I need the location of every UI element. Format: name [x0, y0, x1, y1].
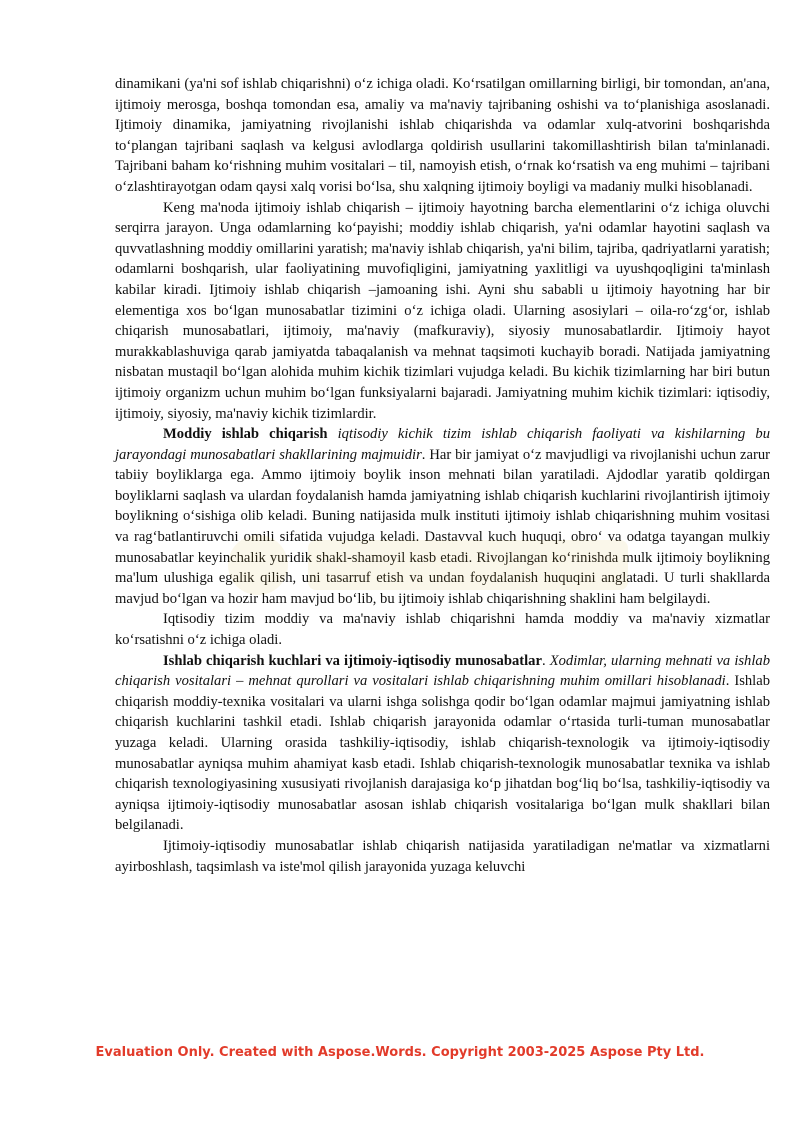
paragraph-1: dinamikani (ya'ni sof ishlab chiqarishni) o‘z ichiga oladi. Ko‘rsatilgan omillarning birligi, bir tomondan, an'ana, ijtimoiy merosga, boshqa tomondan esa, amaliy va ma'naviy tajribaning oshishi va to‘planishiga asoslanadi. Ijtimoiy dinamika, jamiyatning rivojlanishi ishlab chiqarishda va odamlar xulq-atvorini boshqarishda to‘plangan tajribani saqlash va kelgusi avlodlarga qoldirish usullarini takomillashtirish bilan ta'minlanadi. Tajribani baham ko‘rishning muhim vositalari – til, namoyish etish, o‘rnak ko‘rsatish va eng muhimi – tajribani o‘zlashtirayotgan odam qaysi xalq vorisi bo‘lsa, shu xalqning ijtimoiy boyligi va madaniy mulki hisoblanadi. — [115, 76, 770, 195]
evaluation-footer: Evaluation Only. Created with Aspose.Words. Copyright 2003-2025 Aspose Pty Ltd. — [95, 1045, 705, 1060]
heading-ishlab-chiqarish-kuchlari: Ishlab chiqarish kuchlari va ijtimoiy-iqtisodiy munosabatlar — [163, 652, 542, 669]
term-moddiy-ishlab-chiqarish: Moddiy ishlab chiqarish — [163, 426, 328, 443]
definition-italic: iqtisodiy kichik tizim ishlab chiqarish faoliyati va kishilarning bu jarayondagi munosabatlari shakllarining majmuidir — [115, 426, 770, 463]
paragraph-5 — [115, 651, 770, 836]
heading-dot: . — [541, 652, 550, 669]
paragraph-6: Ijtimoiy-iqtisodiy munosabatlar ishlab chiqarish natijasida yaratiladigan ne'matlar va xizmatlarni ayirboshlash, taqsimlash va iste'mol qilish jarayonida yuzaga keluvchi — [115, 837, 770, 875]
definition-italic-2: Xodimlar, ularning mehnati va ishlab chiqarish vositalari – mehnat qurollari va vositalari ishlab chiqarishning muhim omillari hisoblanadi — [115, 652, 770, 690]
document-body — [115, 74, 770, 877]
paragraph-4: Iqtisodiy tizim moddiy va ma'naviy ishlab chiqarishni hamda moddiy va ma'naviy xizmatlar ko‘rsatishni o‘z ichiga oladi. — [115, 611, 770, 649]
paragraph-3 — [115, 424, 770, 609]
paragraph-3-text: . Har bir jamiyat o‘z mavjudligi va rivojlanishi uchun zarur tabiiy boyliklarga ega. Ammo ijtimoiy boylik inson mehnati bilan yaratiladi. Ajdodlar yaratib qoldirgan boyliklarni saqlash va ulardan foydalanish hamda jamiyatning ishlab chiqarish kuchlarini rivojlantirish ijtimoiy boylikning o‘sishiga olib keladi. Buning natijasida mulk instituti ijtimoiy ishlab chiqarishning muhim vositasi va rag‘batlantiruvchi omili sifatida vujudga keladi. Dastavval kuch huquqi, obro‘ va odatga tayangan mulkiy munosabatlar keyinchalik yuridik shakl-shamoyil kasb etadi. Rivojlangan ko‘rinishda mulk ijtimoiy boylikning ma'lum ulushiga egalik qilish, uni tasarruf etish va undan foydalanish huquqini anglatadi. U turli shakllarda mavjud bo‘lgan va hozir ham mavjud bo‘lib, bu ijtimoiy ishlab chiqarishning shaklini ham belgilaydi. — [115, 446, 770, 607]
paragraph-2: Keng ma'noda ijtimoiy ishlab chiqarish – ijtimoiy hayotning barcha elementlarini o‘z ichiga oluvchi serqirra jarayon. Unga odamlarning ko‘payishi; moddiy ishlab chiqarish, ya'ni odamlar hayotini saqlash va quvvatlashning moddiy omillarini yaratish; ma'naviy ishlab chiqarish, ya'ni bilim, tajriba, qadriyatlarni yaratish; odamlarni boshqarish, ular faoliyatining muvofiqligini, jamiyatning yaxlitligi va uyushqoqligini ta'minlash kabilar kiradi. Ijtimoiy ishlab chiqarish –jamoaning ishi. Ayni shu sababli u ijtimoiy hayotning har bir elementiga xos bo‘lgan munosabatlar tizimini o‘z ichiga oladi. Ularning asosiylari – oila-ro‘zg‘or, ishlab chiqarish munosabatlari, ijtimoiy, ma'naviy (mafkuraviy), siyosiy munosabatlardir. Ijtimoiy hayot murakkablashuviga qarab jamiyatda tabaqalanish va mehnat taqsimoti kuchayib boradi. Natijada jamiyatning nisbatan mustaqil bo‘lgan alohida muhim kichik tizimlari vujudga keladi. Bu kichik tizimlarning har biri butun ijtimoiy organizm uchun muhim bo‘lgan funksiyalarni bajaradi. Jamiyatning muhim kichik tizimlari: iqtisodiy, ijtimoiy, siyosiy, ma'naviy kichik tizimlardir. — [115, 199, 770, 422]
paragraph-5-text: . Ishlab chiqarish moddiy-texnika vositalari va ularni ishga solishga qodir bo‘lgan odamlar majmui jamiyatning ishlab chiqarish kuchlarini tashkil etadi. Ishlab chiqarish jarayonida odamlar o‘rtasida turli-tuman munosabatlar yuzaga keladi. Ularning orasida tashkiliy-iqtisodiy, ishlab chiqarish-texnologik va ijtimoiy-iqtisodiy munosabatlar ayniqsa muhim ahamiyat kasb etadi. Ishlab chiqarish-texnologik munosabatlar texnika va ishlab chiqarish texnologiyasining xususiyati rivojlanish darajasiga ko‘p jihatdan bog‘liq bo‘lsa, tashkiliy-iqtisodiy va ayniqsa ijtimoiy-iqtisodiy munosabatlar asosan ishlab chiqarish vositalariga bo‘lgan mulk shakllari bilan belgilanadi. — [115, 673, 771, 834]
